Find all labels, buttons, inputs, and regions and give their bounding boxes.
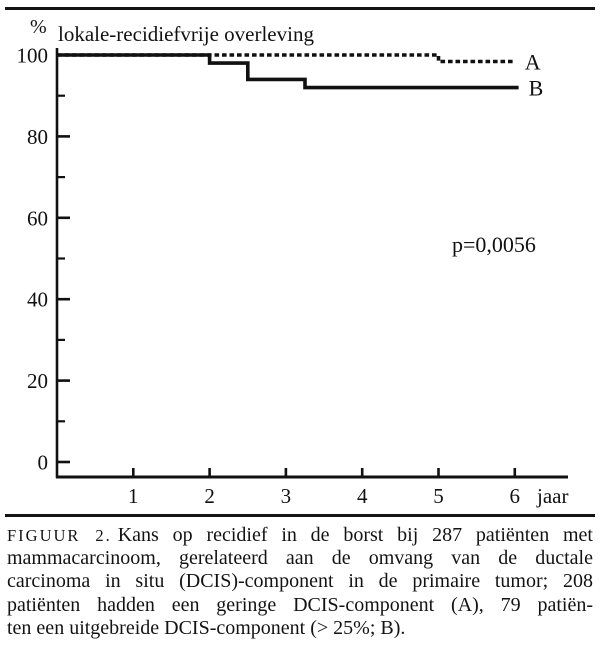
x-axis-unit-label: jaar: [537, 484, 569, 508]
caption-line-1: [7, 524, 593, 547]
x-tick-label-4: 4: [356, 484, 368, 508]
x-tick-label-5: 5: [433, 484, 444, 508]
y-tick-label-60: 60: [27, 206, 48, 231]
y-axis-unit-label: %: [30, 16, 47, 38]
caption-line-2: mammacarcinoom, gerelateerd aan de omvang van de ductale: [7, 547, 593, 570]
figure-number-label: FIGUUR 2.: [7, 526, 112, 545]
x-tick-label-1: 1: [128, 484, 139, 508]
caption-line-3: carcinoma in situ (DCIS)-component in de primaire tumor; 208: [7, 570, 593, 593]
x-tick-label-3: 3: [280, 484, 292, 508]
caption-rule: [5, 514, 595, 517]
y-tick-label-0: 0: [37, 450, 48, 475]
y-tick-label-20: 20: [27, 369, 48, 394]
p-value-annotation: p=0,0056: [452, 232, 536, 257]
figure-caption: [7, 524, 593, 640]
chart-title: lokale-recidiefvrije overleving: [58, 22, 314, 46]
x-tick-label-2: 2: [204, 484, 215, 508]
survival-curves: [57, 50, 543, 101]
y-tick-label-40: 40: [27, 287, 48, 312]
axes: [17, 44, 569, 509]
y-tick-label-100: 100: [16, 43, 48, 68]
y-tick-label-80: 80: [27, 124, 48, 149]
caption-line-4: patiënten hadden een geringe DCIS-component (A), 79 patiën-: [7, 593, 593, 616]
caption-line-5: ten een uitgebreide DCIS-component (> 25%; B).: [7, 616, 406, 639]
caption-line-1-text: Kans op recidief in de borst bij 287 patiënten met: [117, 524, 593, 546]
series-label-B: B: [528, 75, 544, 101]
series-label-A: A: [524, 49, 541, 75]
x-tick-label-6: 6: [509, 484, 521, 508]
